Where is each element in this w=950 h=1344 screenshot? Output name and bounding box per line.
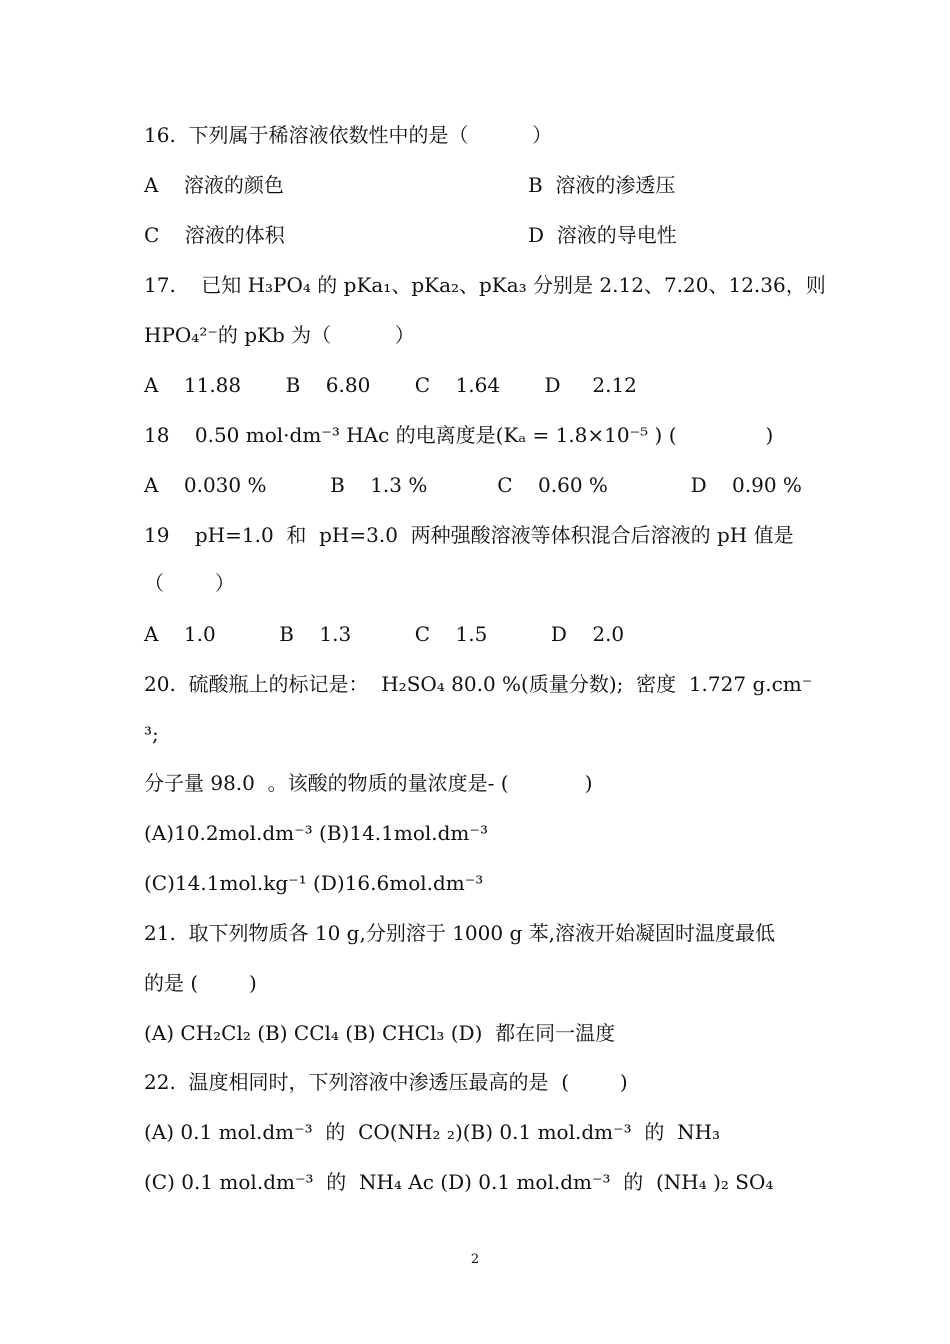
q20-stem-line1: 20. 硫酸瓶上的标记是： H₂SO₄ 80.0 %(质量分数); 密度 1.727 g.cm⁻	[144, 672, 813, 696]
q19-stem-line1: 19 pH=1.0 和 pH=3.0 两种强酸溶液等体积混合后溶液的 pH 值是	[144, 523, 794, 547]
q20-options-ab: (A)10.2mol.dm⁻³ (B)14.1mol.dm⁻³	[144, 821, 488, 845]
q22-options-ab: (A) 0.1 mol.dm⁻³ 的 CO(NH₂ ₂)(B) 0.1 mol.dm⁻³ 的 NH₃	[144, 1120, 721, 1144]
q20-stem-line3: 分子量 98.0 。该酸的物质的量浓度是- ( )	[144, 771, 593, 795]
q16-options-ab: A 溶液的颜色 B 溶液的渗透压	[144, 173, 676, 197]
q19-options: A 1.0 B 1.3 C 1.5 D 2.0	[144, 622, 625, 646]
q16-options-cd: C 溶液的体积 D 溶液的导电性	[144, 223, 677, 247]
q17-stem-line2: HPO₄²⁻的 pKb 为（ ）	[144, 323, 415, 347]
q22-stem: 22. 温度相同时，下列溶液中渗透压最高的是 ( )	[144, 1070, 628, 1094]
page-number: 2	[470, 1252, 480, 1267]
q21-stem-line2: 的是 ( )	[144, 971, 257, 995]
q21-stem-line1: 21. 取下列物质各 10 g,分别溶于 1000 g 苯,溶液开始凝固时温度最低	[144, 921, 775, 945]
q20-stem-line2: ³;	[144, 722, 159, 746]
q18-stem: 18 0.50 mol·dm⁻³ HAc 的电离度是(Kₐ = 1.8×10⁻⁵ ) ( )	[144, 423, 774, 447]
q19-stem-line2: （ ）	[144, 571, 235, 595]
q17-stem-line1: 17. 已知 H₃PO₄ 的 pKa₁、pKa₂、pKa₃ 分别是 2.12、7.20、12.36，则	[144, 273, 826, 297]
q21-options: (A) CH₂Cl₂ (B) CCl₄ (B) CHCl₃ (D) 都在同一温度	[144, 1021, 616, 1045]
q17-options: A 11.88 B 6.80 C 1.64 D 2.12	[144, 373, 637, 397]
q16-stem: 16. 下列属于稀溶液依数性中的是（ ）	[144, 123, 553, 147]
q22-options-cd: (C) 0.1 mol.dm⁻³ 的 NH₄ Ac (D) 0.1 mol.dm⁻³ 的 (NH₄ )₂ SO₄	[144, 1170, 774, 1194]
q20-options-cd: (C)14.1mol.kg⁻¹ (D)16.6mol.dm⁻³	[144, 871, 484, 895]
q18-options: A 0.030 % B 1.3 % C 0.60 % D 0.90 %	[144, 473, 802, 497]
